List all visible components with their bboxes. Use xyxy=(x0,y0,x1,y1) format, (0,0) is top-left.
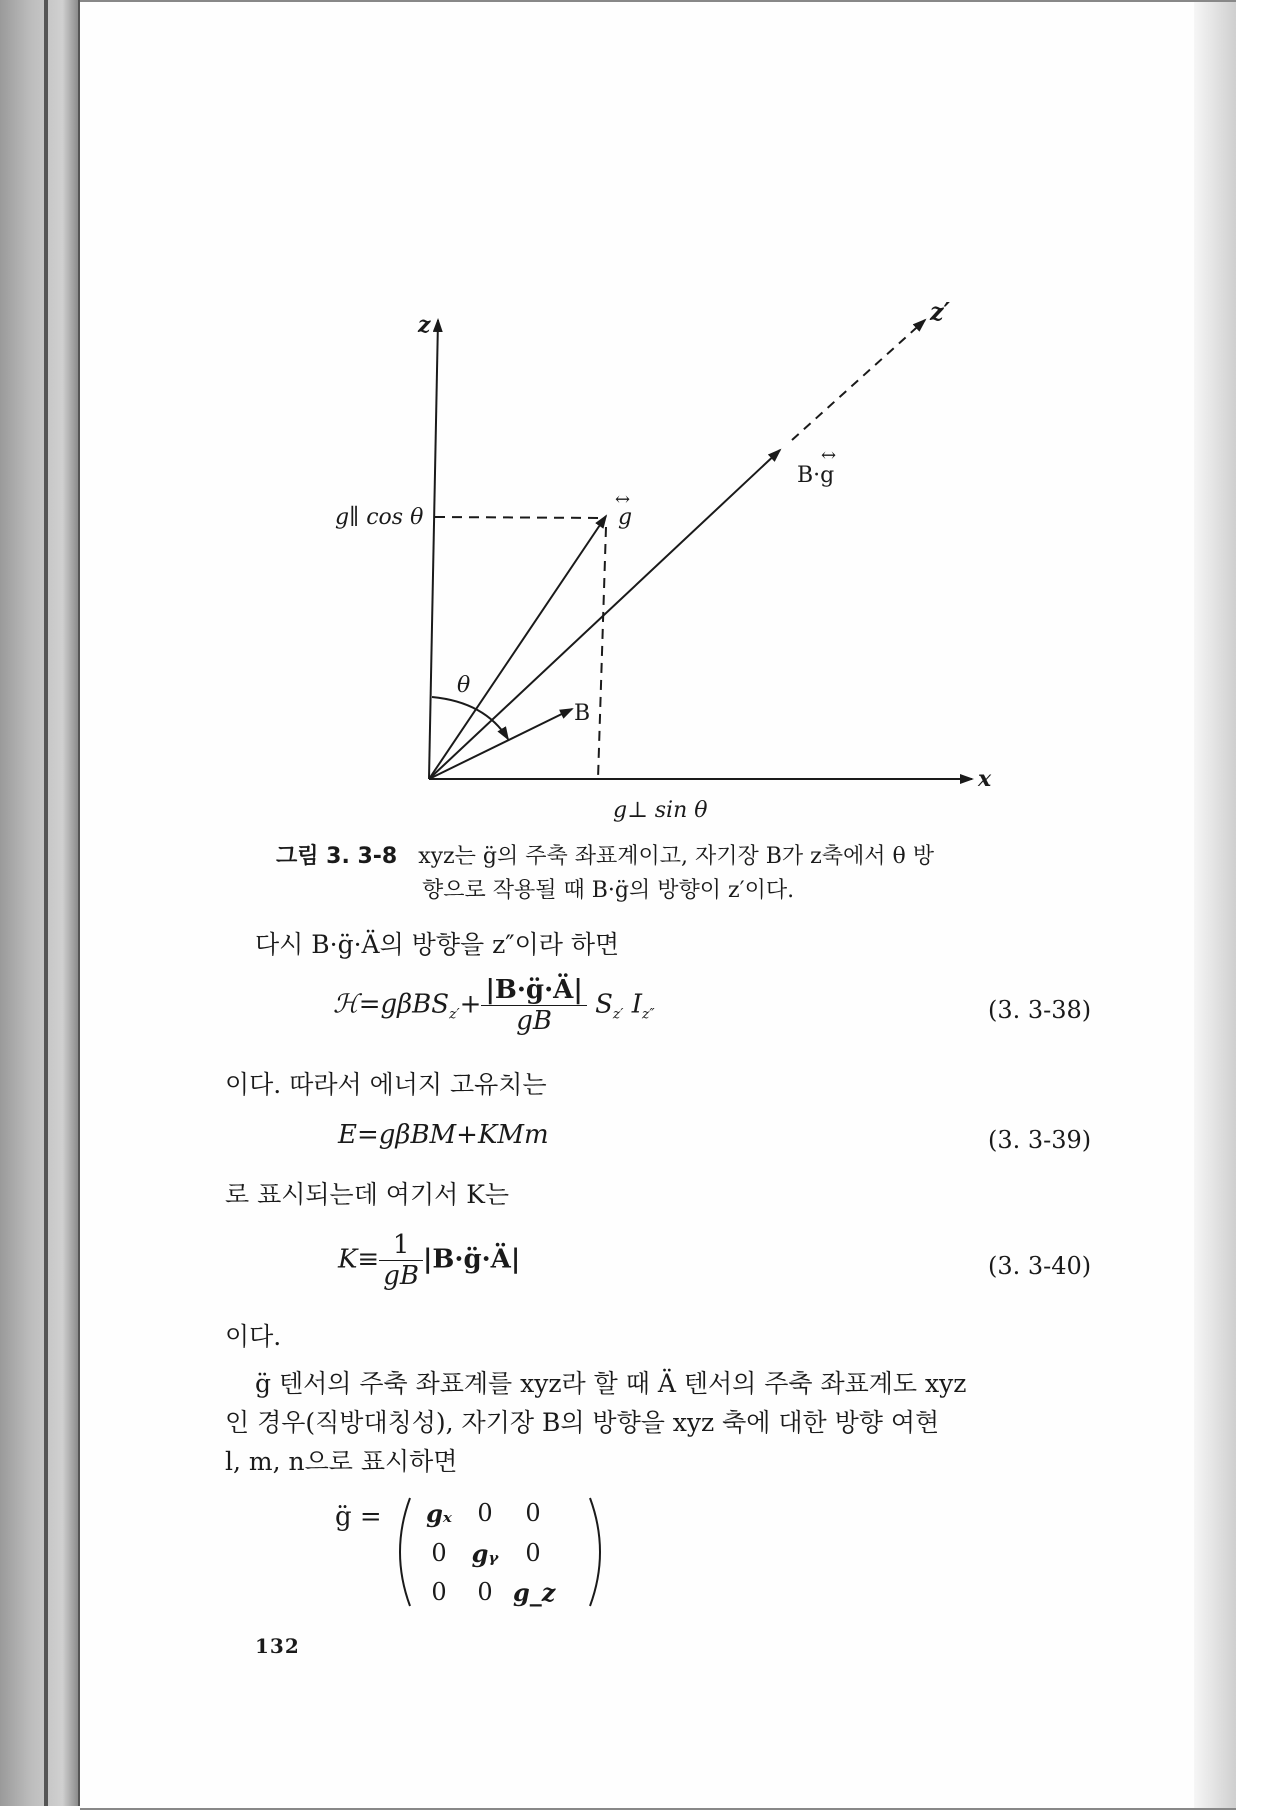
z-prime-dashed-axis xyxy=(792,320,925,440)
g-par-cos-label: g∥ cos θ xyxy=(335,505,424,530)
g-tensor-arrow-glyph: ↔ xyxy=(615,489,631,510)
eq38-rhs: S xyxy=(595,989,613,1020)
eq40-rhs: |B·g̈·Ä| xyxy=(422,1244,521,1275)
z-axis-line xyxy=(429,320,438,779)
equation-number-39: (3. 3-39) xyxy=(988,1126,1092,1154)
paragraph-3: 로 표시되는데 여기서 K는 xyxy=(225,1180,510,1209)
z-axis-label: z xyxy=(418,312,431,338)
equation-number-38: (3. 3-38) xyxy=(988,996,1092,1024)
equation-3-3-39: E=gβBM+KMm xyxy=(338,1120,549,1150)
matrix-cell-1-0: 0 xyxy=(431,1539,447,1567)
equation-3-3-38 xyxy=(333,975,655,1036)
vector-diagram xyxy=(80,2,1236,822)
b-dot-g-label: B·g xyxy=(797,463,835,488)
paragraph-5-line2: 인 경우(직방대칭성), 자기장 B의 방향을 xyz 축에 대한 방향 여현 xyxy=(225,1408,940,1437)
paragraph-2: 이다. 따라서 에너지 고유치는 xyxy=(225,1070,547,1099)
b-dot-g-vector xyxy=(429,450,780,779)
vertical-projection-dashed xyxy=(598,527,606,779)
page-number: 132 xyxy=(255,1634,300,1658)
theta-label: θ xyxy=(457,673,471,698)
paragraph-4: 이다. xyxy=(225,1322,282,1351)
g-tensor-vector xyxy=(429,516,606,779)
eq40-lhs: K≡ xyxy=(338,1244,380,1275)
book-spine xyxy=(0,0,80,1806)
matrix-cell-2-0: 0 xyxy=(431,1578,447,1606)
eq38-rhs-sub1: z′ xyxy=(612,1006,624,1023)
matrix-cell-0-0: gₓ xyxy=(426,1499,452,1528)
matrix-cell-1-1: gᵧ xyxy=(471,1539,499,1568)
eq38-fraction xyxy=(481,975,586,1036)
g-perp-sin-label: g⊥ sin θ xyxy=(613,798,708,822)
equation-3-3-40 xyxy=(338,1230,520,1291)
equation-number-40: (3. 3-40) xyxy=(988,1252,1092,1280)
b-field-vector xyxy=(429,709,572,779)
eq40-frac-den: gB xyxy=(383,1261,419,1291)
figure-caption-line1 xyxy=(276,840,934,874)
eq38-rhs-mid: I xyxy=(623,989,642,1020)
matrix-cell-1-2: 0 xyxy=(525,1539,541,1567)
figure-caption-line2: 향으로 작용될 때 B·g̈의 방향이 z′이다. xyxy=(422,878,795,903)
horizontal-projection-dashed xyxy=(435,517,606,518)
eq38-frac-num: |B·g̈·Ä| xyxy=(481,975,586,1006)
eq40-frac-num: 1 xyxy=(379,1230,423,1261)
figure-caption-text1: xyz는 g̈의 주축 좌표계이고, 자기장 B가 z축에서 θ 방 xyxy=(418,844,934,869)
figure-caption-label: 그림 3. 3-8 xyxy=(276,844,398,869)
g-tensor-label: g xyxy=(618,505,633,530)
eq38-lhs: ℋ=gβBS xyxy=(333,989,450,1020)
matrix-cell-0-2: 0 xyxy=(525,1499,541,1527)
matrix-lhs: g̈ = xyxy=(335,1502,382,1532)
eq38-plus: + xyxy=(459,989,482,1020)
x-axis-label: x xyxy=(978,766,992,792)
paragraph-1: 다시 B·g̈·Ä의 방향을 z″이라 하면 xyxy=(255,930,620,959)
paragraph-5-line1: g̈ 텐서의 주축 좌표계를 xyz라 할 때 Ä 텐서의 주축 좌표계도 xyz xyxy=(255,1369,967,1398)
page xyxy=(80,0,1236,1810)
eq38-lhs-sub: z′ xyxy=(449,1006,460,1023)
b-dot-g-arrow-glyph: ↔ xyxy=(821,445,837,466)
paragraph-5-line3: l, m, n으로 표시하면 xyxy=(225,1447,458,1476)
eq40-fraction xyxy=(379,1230,423,1291)
eq38-frac-den: gB xyxy=(516,1006,552,1036)
matrix-cell-2-2: g_z xyxy=(513,1578,556,1607)
z-prime-axis-label: z′ xyxy=(930,297,950,326)
b-field-label: B xyxy=(574,701,591,726)
book-spine-edge xyxy=(44,0,48,1806)
matrix-cell-0-1: 0 xyxy=(477,1499,493,1527)
matrix-cell-2-1: 0 xyxy=(477,1578,493,1606)
eq38-rhs-sub2: z″ xyxy=(641,1006,655,1023)
